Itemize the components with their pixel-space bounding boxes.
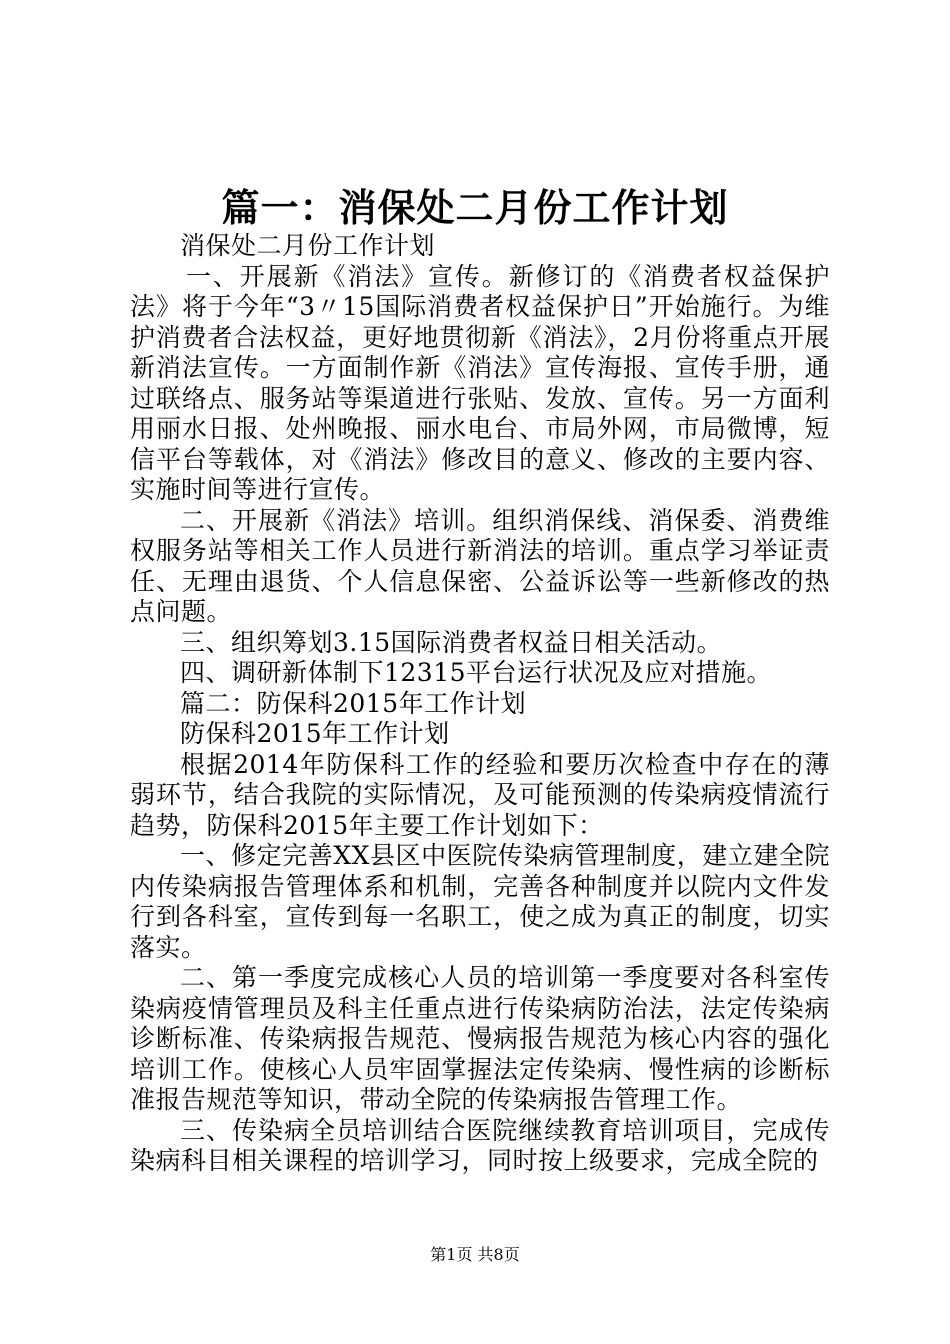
paragraph: 防保科2015年工作计划 — [180, 719, 450, 748]
paragraph: 二、第一季度完成核心人员的培训第一季度要对各科室传染病疫情管理员及科主任重点进行传染病防治法，法定传染病诊断标准、传染病报告规范、慢病报告规范为核心内容的强化培训工作。使核心人员牢固掌握法定传染病、慢性病的诊断标准报告规范等知识，带动全院的传染病报告管理工作。 — [130, 963, 830, 1114]
paragraph: 四、调研新体制下12315平台运行状况及应对措施。 — [180, 658, 773, 687]
paragraph: 三、传染病全员培训结合医院继续教育培训项目，完成传染病科目相关课程的培训学习，同时按上级要求，完成全院的 — [130, 1115, 830, 1175]
paragraph: 根据2014年防保科工作的经验和要历次检查中存在的薄弱环节，结合我院的实际情况，及可能预测的传染病疫情流行趋势，防保科2015年主要工作计划如下： — [130, 749, 830, 840]
paragraph: 三、组织筹划3.15国际消费者权益日相关活动。 — [180, 627, 723, 657]
paragraph: 一、开展新《消法》宣传。新修订的《消费者权益保护法》将于今年“3〃15国际消费者权益保护日”开始施行。为维护消费者合法权益，更好地贯彻新《消法》，2月份将重点开展新消法宣传。一方面制作新《消法》宣传海报、宣传手册，通过联络点、服务站等渠道进行张贴、发放、宣传。另一方面利用丽水日报、处州晚报、丽水电台、市局外网，市局微博，短信平台等载体，对《消法》修改目的意义、修改的主要内容、实施时间等进行宣传。 — [130, 261, 830, 504]
paragraph: 消保处二月份工作计划 — [180, 231, 436, 260]
paragraph: 篇二：防保科2015年工作计划 — [180, 688, 527, 718]
paragraph: 一、修定完善XX县区中医院传染病管理制度，建立建全院内传染病报告管理体系和机制，完善各种制度并以院内文件发行到各科室，宣传到每一名职工，使之成为真正的制度，切实落实。 — [130, 841, 830, 962]
paragraph: 二、开展新《消法》培训。组织消保线、消保委、消费维权服务站等相关工作人员进行新消法的培训。重点学习举证责任、无理由退货、个人信息保密、公益诉讼等一些新修改的热点问题。 — [130, 505, 830, 626]
document-title: 篇一：消保处二月份工作计划 — [221, 185, 729, 230]
page-number-footer: 第1页 共8页 — [430, 1245, 520, 1264]
document-body — [130, 231, 830, 1177]
